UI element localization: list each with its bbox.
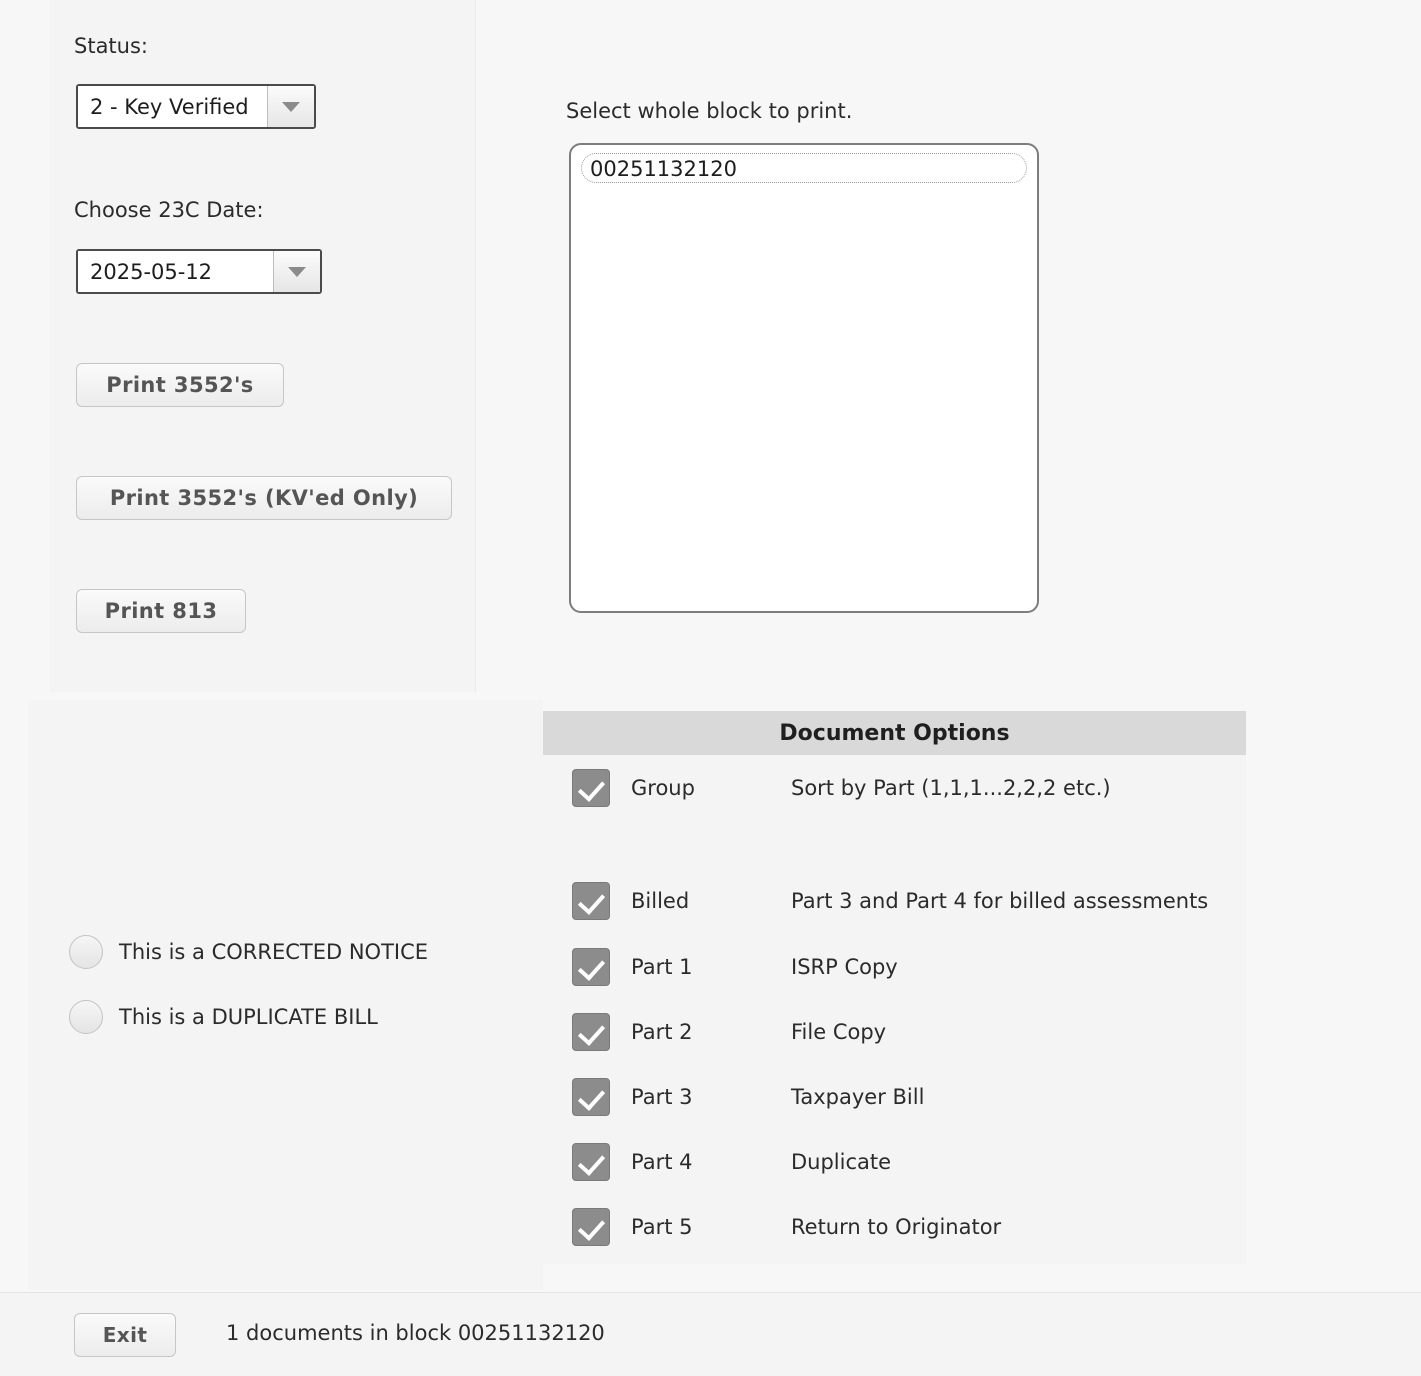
checkbox-part-2[interactable] xyxy=(572,1013,610,1051)
radio-icon[interactable] xyxy=(69,935,103,969)
option-name: Part 4 xyxy=(631,1150,693,1174)
option-description: File Copy xyxy=(791,1020,887,1044)
chevron-down-icon xyxy=(274,251,320,292)
option-description: Sort by Part (1,1,1...2,2,2 etc.) xyxy=(791,776,1111,800)
date-dropdown[interactable] xyxy=(76,249,322,294)
checkbox-billed[interactable] xyxy=(572,882,610,920)
duplicate-bill-option[interactable] xyxy=(69,1000,378,1034)
option-name: Part 2 xyxy=(631,1020,693,1044)
option-description: Duplicate xyxy=(791,1150,892,1174)
option-description: Taxpayer Bill xyxy=(791,1085,925,1109)
option-name: Part 3 xyxy=(631,1085,693,1109)
date-dropdown-value: 2025-05-12 xyxy=(78,251,274,292)
option-row-part-4[interactable] xyxy=(543,1142,1246,1182)
option-row-group[interactable] xyxy=(543,768,1246,808)
corrected-notice-label: This is a CORRECTED NOTICE xyxy=(119,940,429,964)
option-name: Group xyxy=(631,776,695,800)
chevron-down-icon xyxy=(268,86,314,127)
checkbox-part-3[interactable] xyxy=(572,1078,610,1116)
checkbox-part-1[interactable] xyxy=(572,948,610,986)
print-3552-button[interactable]: Print 3552's xyxy=(76,363,284,407)
notice-type-panel xyxy=(28,700,543,1290)
status-bar-text: 1 documents in block 00251132120 xyxy=(226,1321,605,1345)
option-row-billed[interactable] xyxy=(543,881,1246,921)
status-dropdown[interactable] xyxy=(76,84,316,129)
block-list[interactable] xyxy=(569,143,1039,613)
option-name: Billed xyxy=(631,889,690,913)
checkbox-group[interactable] xyxy=(572,769,610,807)
status-dropdown-value: 2 - Key Verified xyxy=(78,86,268,127)
option-row-part-1[interactable] xyxy=(543,947,1246,987)
option-row-part-2[interactable] xyxy=(543,1012,1246,1052)
list-item[interactable]: 00251132120 xyxy=(581,153,1027,183)
document-options-title: Document Options xyxy=(543,711,1246,755)
option-row-part-5[interactable] xyxy=(543,1207,1246,1247)
date-label: Choose 23C Date: xyxy=(74,198,264,222)
radio-icon[interactable] xyxy=(69,1000,103,1034)
corrected-notice-option[interactable] xyxy=(69,935,428,969)
option-description: ISRP Copy xyxy=(791,955,898,979)
checkbox-part-5[interactable] xyxy=(572,1208,610,1246)
checkbox-part-4[interactable] xyxy=(572,1143,610,1181)
option-name: Part 5 xyxy=(631,1215,693,1239)
block-list-caption: Select whole block to print. xyxy=(566,99,853,123)
document-options-panel xyxy=(543,711,1246,1264)
option-name: Part 1 xyxy=(631,955,693,979)
status-label: Status: xyxy=(74,34,148,58)
print-813-button[interactable]: Print 813 xyxy=(76,589,246,633)
print-3552-kved-button[interactable]: Print 3552's (KV'ed Only) xyxy=(76,476,452,520)
status-bar xyxy=(0,1292,1421,1376)
duplicate-bill-label: This is a DUPLICATE BILL xyxy=(119,1005,378,1029)
option-description: Return to Originator xyxy=(791,1215,1002,1239)
option-description: Part 3 and Part 4 for billed assessments xyxy=(791,889,1209,913)
option-row-part-3[interactable] xyxy=(543,1077,1246,1117)
exit-button[interactable]: Exit xyxy=(74,1313,176,1357)
